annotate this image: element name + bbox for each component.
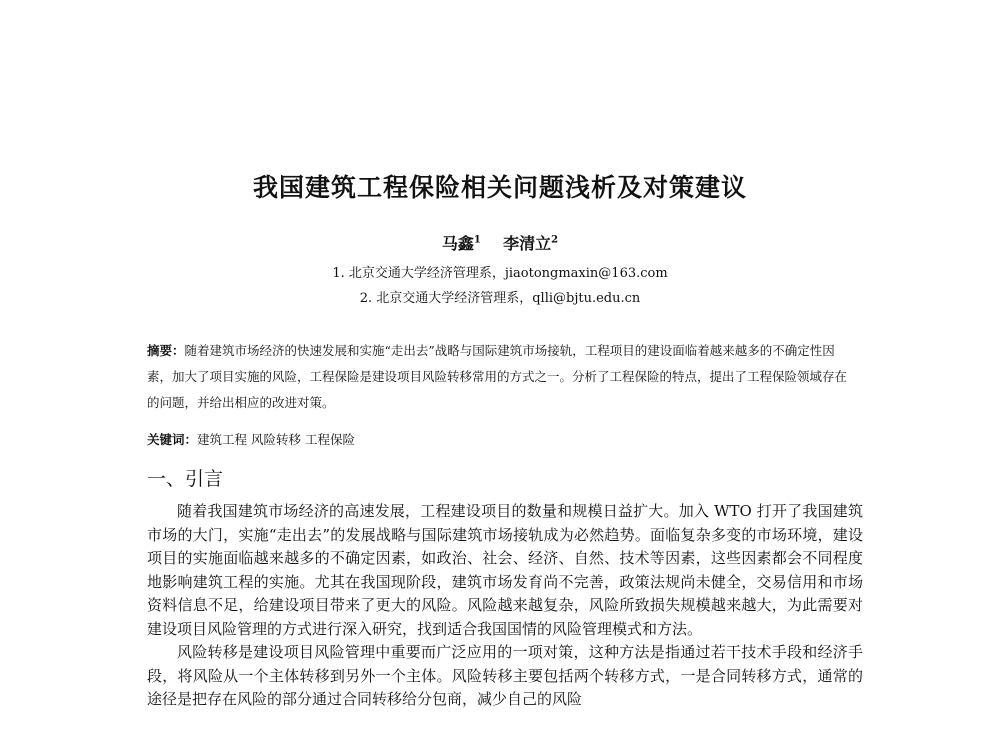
author-name: 马鑫 bbox=[441, 234, 474, 253]
abstract-label: 摘要： bbox=[147, 343, 185, 358]
affiliation-2: 2. 北京交通大学经济管理系，qlli@bjtu.edu.cn bbox=[359, 291, 641, 306]
paragraph: 随着我国建筑市场经济的高速发展，工程建设项目的数量和规模日益扩大。加入 WTO 打开了我国建筑市场的大门，实施“走出去”的发展战略与国际建筑市场接轨成为必然趋势。面临复杂多变的市场环境，建设项目的实施面临越来越多的不确定因素，如政治、社会、经济、自然、技术等因素，这些因素都会不同程度地影响建筑工程的实施。尤其在我国现阶段，建筑市场发育尚不完善，政策法规尚未健全，交易信用和市场资料信息不足，给建设项目带来了更大的风险。风险越来越复杂，风险所致损失规模越来越大，为此需要对建设项目风险管理的方式进行深入研究，找到适合我国国情的风险管理模式和方法。 bbox=[147, 502, 863, 638]
author-name: 李清立 bbox=[503, 234, 552, 253]
affiliation-1: 1. 北京交通大学经济管理系，jiaotongmaxin@163.com bbox=[332, 266, 668, 281]
keywords-label: 关键词： bbox=[147, 432, 198, 447]
abstract bbox=[147, 338, 855, 416]
paragraph: 风险转移是建设项目风险管理中重要而广泛应用的一项对策，这种方法是指通过若干技术手段和经济手段，将风险从一个主体转移到另外一个主体。风险转移主要包括两个转移方式，一是合同转移方式，通常的途径是把存在风险的部分通过合同转移给分包商，减少自己的风险 bbox=[147, 643, 863, 708]
keywords bbox=[147, 430, 855, 450]
paper-title: 我国建筑工程保险相关问题浅析及对策建议 bbox=[252, 173, 747, 202]
author-superscript: 2 bbox=[551, 234, 559, 246]
author-line bbox=[0, 231, 1000, 254]
body-text bbox=[147, 500, 863, 712]
abstract-text: 随着建筑市场经济的快速发展和实施“走出去”战略与国际建筑市场接轨，工程项目的建设面临着越来越多的不确定性因素，加大了项目实施的风险，工程保险是建设项目风险转移常用的方式之一。分析了工程保险的特点，提出了工程保险领域存在的问题，并给出相应的改进对策。 bbox=[147, 343, 848, 410]
section-heading: 一、引言 bbox=[147, 468, 224, 490]
author-superscript: 1 bbox=[473, 234, 481, 246]
keywords-text: 建筑工程 风险转移 工程保险 bbox=[197, 432, 355, 447]
